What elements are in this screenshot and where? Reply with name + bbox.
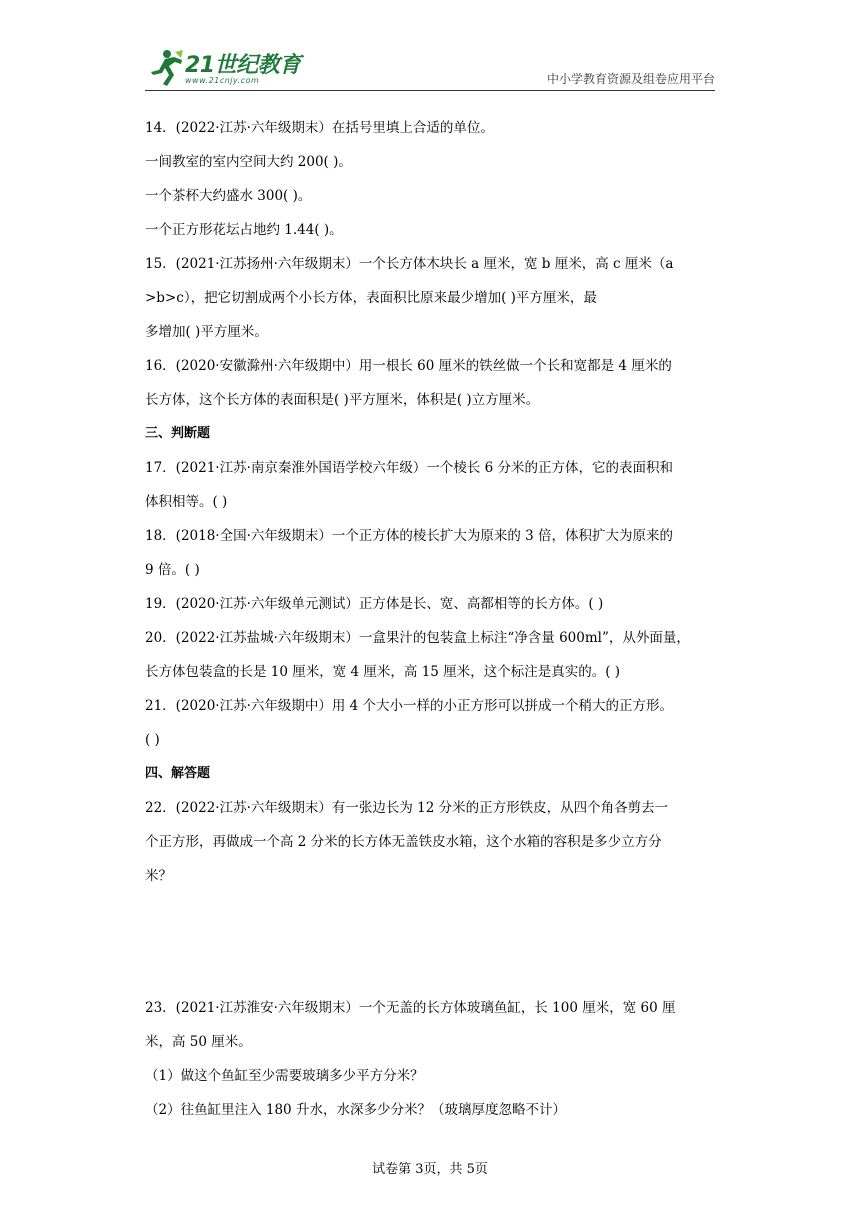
question-line: （2）往鱼缸里注入 180 升水，水深多少分米？（玻璃厚度忽略不计）	[145, 1102, 566, 1118]
question-line: >b>c），把它切割成两个小长方体，表面积比原来最少增加( )平方厘米，最	[145, 290, 597, 306]
question-line: 多增加( )平方厘米。	[145, 324, 268, 340]
question-line: 米？	[145, 868, 172, 884]
question-line: （1）做这个鱼缸至少需要玻璃多少平方分米？	[145, 1068, 424, 1084]
logo	[145, 48, 305, 92]
section-heading: 三、判断题	[145, 426, 211, 441]
question-line: ( )	[145, 732, 160, 748]
question-line: 22．(2022·江苏·六年级期末）有一张边长为 12 分米的正方形铁皮，从四个角各剪去一	[145, 800, 669, 816]
question-line: 长方体包装盒的长是 10 厘米，宽 4 厘米，高 15 厘米，这个标注是真实的。( )	[145, 664, 621, 680]
page-footer: 试卷第 3页，共 5页	[372, 1162, 488, 1177]
platform-label: 中小学教育资源及组卷应用平台	[546, 72, 715, 86]
logo-url: www.21cnjy.com	[185, 76, 260, 85]
question-line: 15．(2021·江苏扬州·六年级期末）一个长方体木块长 a 厘米，宽 b 厘米，高 c 厘米（a	[145, 256, 674, 272]
question-line: 体积相等。( )	[145, 494, 228, 510]
question-line: 16．(2020·安徽滁州·六年级期中）用一根长 60 厘米的铁丝做一个长和宽都是 4 厘米的	[145, 358, 672, 374]
question-line: 米，高 50 厘米。	[145, 1034, 252, 1050]
question-line: 19．(2020·江苏·六年级单元测试）正方体是长、宽、高都相等的长方体。( )	[145, 596, 604, 612]
question-line: 17．(2021·江苏·南京秦淮外国语学校六年级）一个棱长 6 分米的正方体，它的表面积和	[145, 460, 674, 476]
question-line: 个正方形，再做成一个高 2 分米的长方体无盖铁皮水箱，这个水箱的容积是多少立方分	[145, 834, 662, 850]
question-line: 9 倍。( )	[145, 562, 200, 578]
question-line: 23．(2021·江苏淮安·六年级期末）一个无盖的长方体玻璃鱼缸，长 100 厘米，宽 60 厘	[145, 1000, 676, 1016]
runner-logo-icon	[145, 48, 185, 88]
question-line: 21．(2020·江苏·六年级期中）用 4 个大小一样的小正方形可以拼成一个稍大的正方形。	[145, 698, 674, 714]
page-header	[145, 40, 715, 92]
question-line: 一个茶杯大约盛水 300( )。	[145, 188, 312, 204]
question-line: 长方体，这个长方体的表面积是( )平方厘米，体积是( )立方厘米。	[145, 392, 540, 408]
question-line: 18．(2018·全国·六年级期末）一个正方体的棱长扩大为原来的 3 倍，体积扩大为原来的	[145, 528, 674, 544]
header-divider	[145, 90, 715, 91]
section-heading: 四、解答题	[145, 766, 211, 781]
question-line: 一间教室的室内空间大约 200( )。	[145, 154, 352, 170]
question-line: 20．(2022·江苏盐城·六年级期末）一盒果汁的包装盒上标注“净含量 600ml”，从外面量，	[145, 630, 690, 646]
question-line: 14．(2022·江苏·六年级期末）在括号里填上合适的单位。	[145, 120, 494, 136]
question-line: 一个正方形花坛占地约 1.44( )。	[145, 222, 343, 238]
logo-text: 21世纪教育	[185, 53, 301, 78]
